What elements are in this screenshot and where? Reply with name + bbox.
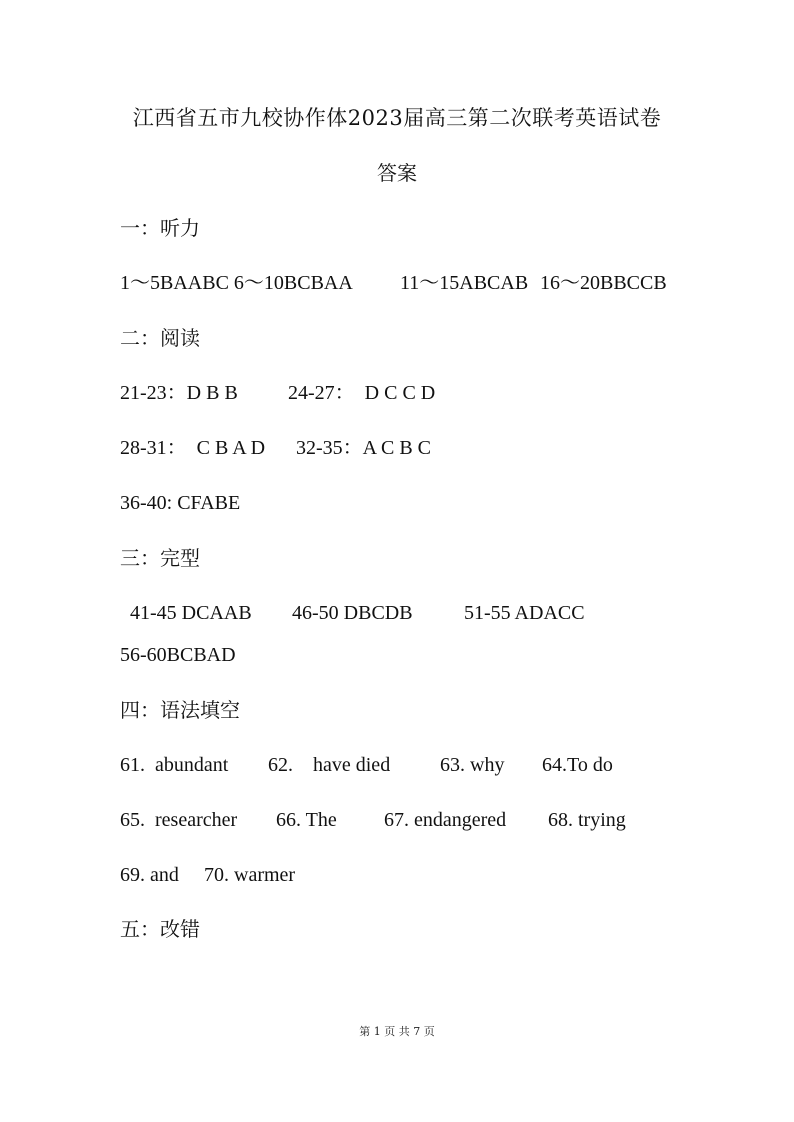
section-heading-cloze: 三：完型 bbox=[120, 546, 200, 570]
section-heading-reading: 二：阅读 bbox=[120, 326, 200, 350]
reading-answers-row-1 bbox=[120, 380, 720, 406]
cloze-answer-56-60: 56-60BCBAD bbox=[120, 644, 236, 666]
grammar-answer-61: 61. abundant bbox=[120, 754, 229, 776]
cloze-answers-row-2 bbox=[120, 642, 720, 668]
grammar-answers-row-3 bbox=[120, 862, 720, 888]
grammar-answers-row-1 bbox=[120, 752, 720, 778]
reading-answer-21-23: 21-23：D B B bbox=[120, 382, 238, 404]
grammar-answer-67: 67. endangered bbox=[384, 809, 507, 831]
cloze-answer-46-50: 46-50 DBCDB bbox=[292, 602, 413, 624]
document-title: 江西省五市九校协作体2023届高三第二次联考英语试卷 bbox=[132, 106, 662, 130]
grammar-answer-68: 68. trying bbox=[548, 809, 626, 831]
listening-answer-11-15: 11～15ABCAB bbox=[400, 272, 529, 294]
section-heading-listening: 一：听力 bbox=[120, 216, 200, 240]
grammar-answer-62: 62. have died bbox=[268, 754, 391, 776]
page-number-footer: 第 1 页 共 7 页 bbox=[359, 1025, 435, 1038]
cloze-answer-41-45: 41-45 DCAAB bbox=[130, 602, 252, 624]
grammar-answer-69: 69. and bbox=[120, 864, 179, 886]
reading-answer-24-27: 24-27： D C C D bbox=[288, 382, 436, 404]
reading-answer-28-31: 28-31： C B A D bbox=[120, 437, 266, 459]
reading-answers-row-3 bbox=[120, 490, 720, 516]
section-heading-grammar: 四：语法填空 bbox=[120, 698, 240, 722]
reading-answer-36-40: 36-40: CFABE bbox=[120, 492, 241, 514]
listening-answers-row bbox=[120, 270, 720, 296]
grammar-answers-row-2 bbox=[120, 807, 720, 833]
reading-answers-row-2 bbox=[120, 435, 720, 461]
section-heading-correction: 五：改错 bbox=[120, 917, 200, 941]
cloze-answer-51-55: 51-55 ADACC bbox=[464, 602, 585, 624]
grammar-answer-66: 66. The bbox=[276, 809, 337, 831]
listening-answer-1-10: 1～5BAABC 6～10BCBAA bbox=[120, 272, 353, 294]
listening-answer-16-20: 16～20BBCCB bbox=[540, 272, 667, 294]
grammar-answer-70: 70. warmer bbox=[204, 864, 296, 886]
grammar-answer-64: 64.To do bbox=[542, 754, 613, 776]
cloze-answers-row-1 bbox=[120, 600, 720, 626]
document-subtitle: 答案 bbox=[377, 161, 417, 185]
grammar-answer-65: 65. researcher bbox=[120, 809, 238, 831]
reading-answer-32-35: 32-35：A C B C bbox=[296, 437, 432, 459]
grammar-answer-63: 63. why bbox=[440, 754, 505, 776]
